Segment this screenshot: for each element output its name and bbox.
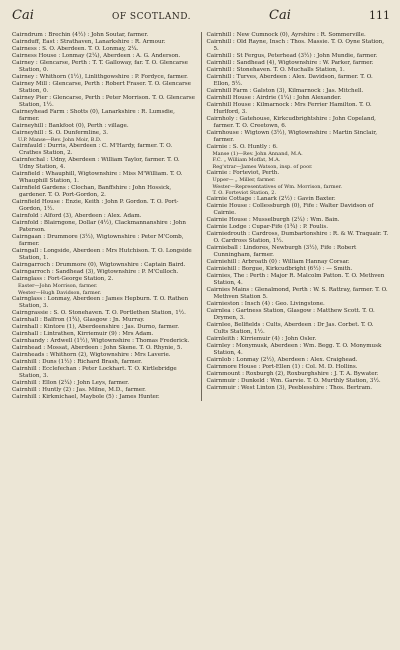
directory-entry: Cairnie : Forteviot, Perth. [206, 170, 280, 177]
directory-entry: Cairness : S. O. Aberdeen. T. O. Lonmay, 2¼. [12, 46, 139, 52]
directory-entry: Cairney : Whithorn (1½), Linlithgowshire : P. Fordyce, farmer. [12, 74, 188, 80]
directory-entry: Cairnholy : Gatehouse, Kirkcudbrightshire : John Copeland, farmer. T. O. Creetown, 6. [206, 116, 376, 129]
directory-subentry: Wester—Hugh Davidson, farmer. [18, 289, 102, 296]
directory-entry: Cairnhill : New Cumnock (0), Ayrshire : R. Sommerville. [206, 32, 366, 38]
directory-entry: Cairnie House : Collessburgh (0), Fife : Walter Davidson of Cairnie. [206, 203, 374, 217]
page-header [12, 8, 390, 26]
directory-entry: Cairnfold : Alford (3), Aberdeen : Alex. Adam. [12, 213, 142, 220]
directory-entry: Cairnfield House : Enzie, Keith : John P. Gordon. T. O. Port-Gordon, 1½. [12, 199, 179, 213]
directory-entry: Cairnfield : Whauphill, Wigtownshire : Miss M'William. T. O. Whauphill Station, 1. [12, 171, 183, 185]
directory-entry: Cairniehill : Borgue, Kirkcudbright (6½) : — Smith. [206, 266, 353, 273]
directory-entry: Cairniehill : Arbroath (0) : William Hannay Corsar. [206, 259, 350, 266]
directory-entry: Cairney Pier : Glencarse, Perth : Peter Morrison. T. O. Glencarse Station, 1½. [12, 95, 195, 108]
directory-entry: Cairnmuir : West Linton (3), Peeblesshire : Thos. Bertram. [206, 385, 373, 392]
directory-entry: Cairnhead : Mossat, Aberdeen : John Skene. T. O. Rhynie, 5. [12, 345, 183, 352]
header-right-guide-word: Cai [269, 8, 291, 23]
directory-entry: Cairnie Cottage : Lanark (2½) : Gavin Baxter. [206, 196, 336, 203]
directory-entry: Cairnhill : Turves, Aberdeen : Alex. Davidson, farmer. T. O. Ellon, 5½. [206, 74, 373, 87]
directory-entry: Cairnies, The : Perth : Major R. Malcolm Patton. T. O. Methven Station, 4. [206, 273, 385, 287]
header-left-guide-word: Cai [12, 8, 34, 23]
directory-entry: Cairney Mill : Glencarse, Perth : Robert Fraser. T. O. Glencarse Station, 0. [12, 81, 191, 94]
directory-entry: Cairnfold : Blairngone, Dollar (4½), Clackmannanshire : John Paterson. [12, 220, 186, 234]
directory-entry: Cairnie : S. O. Huntly : 6. [206, 144, 278, 150]
directory-entry: Cairnglass : Fort-George Station, 2. [12, 276, 114, 283]
directory-entry: Cairnhill : St Fergus, Peterhead (3½) : John Mundie, farmer. [206, 53, 378, 59]
directory-entry: Cairnfield Gardens : Clochan, Banffshire : John Hossick, gardener. T. O. Port-Gordon, 2. [12, 185, 172, 199]
directory-entry: Cairnmuir : Dunkeld : Wm. Garvie. T. O. Murthly Station, 3½. [206, 378, 381, 385]
directory-entry: Cairnlob : Lonmay (2½), Aberdeen : Alex. Craighead. [206, 357, 358, 364]
directory-subentry: F.C. „ William Moffat, M.A. [212, 157, 281, 164]
directory-entry: Cairnlea : Gartness Station, Glasgow : Matthew Scott. T. O. Drymen, 3. [206, 308, 375, 322]
directory-entry: Cairnlee, Bellfields : Cults, Aberdeen : Dr Jas. Corbet. T. O. Cults Station, 1½. [206, 322, 374, 336]
directory-entry: Cairnhill : Ellon (2¼) : John Leys, farmer. [12, 380, 130, 387]
directory-entry: Cairnhill : Old Rayne, Insch : Thos. Massie. T. O. Oyne Station, 5. [206, 39, 384, 52]
directory-entry: Cairnglass : Lonmay, Aberdeen : James Hepburn. T. O. Rathen Station, 3. [12, 296, 189, 310]
directory-subentry: Wester—Representatives of Wm. Morrison, farmer. [212, 183, 343, 190]
directory-entry: Cairneyhill : S. O. Dunfermline, 3. [12, 130, 108, 136]
directory-entry: Cairnhill : Huntly (2) : Jas. Milne, M.D., farmer. [12, 387, 146, 394]
directory-entry: Cairndrum : Brechin (4½) : John Soutar, farmer. [12, 32, 149, 38]
directory-entry: Cairnhill House : Kilmarnock : Mrs Ferrier Hamilton. T. O. Hurlford, 3. [206, 102, 372, 115]
directory-entry: Cairnley : Monymusk, Aberdeen : Wm. Begg. T. O. Monymusk Station, 4. [206, 343, 382, 357]
directory-entry: Cairnhall : Kintore (1), Aberdeenshire : Jas. Durno, farmer. [12, 324, 179, 331]
directory-subentry: Upper— „ Miller, farmer. [212, 177, 276, 184]
directory-entry: Cairnheads : Whithorn (2), Wigtownshire : Mrs Laverie. [12, 352, 171, 359]
directory-entry: Cairngarroch : Sandhead (3), Wigtownshire : P. M'Culloch. [12, 269, 179, 276]
directory-subentry: T. O. Forteviot Station, 2. [212, 190, 277, 197]
directory-entry: Cairnhill : Duns (1½) : Richard Brash, farmer. [12, 359, 142, 366]
directory-entry: Cairnduff, East : Strathaven, Lanarkshire : R. Armour. [12, 39, 166, 45]
directory-entry: Cairnieston : Insch (4) : Geo. Livingstone. [206, 301, 325, 308]
directory-entry: Cairniedrouth : Cardross, Dumbartonshire : R. & W. Traquair. T. O. Cardross Station, 1½. [206, 231, 389, 245]
directory-entry: Cairngarroch : Drummore (0), Wigtownshire : Captain Baird. [12, 262, 186, 269]
directory-entry: Cairnhandy : Ardwell (1½), Wigtownshire : Thomas Frederick. [12, 338, 190, 345]
directory-entry: Cairnhouse : Wigtown (3½), Wigtownshire : Martin Sinclair, farmer. [206, 130, 378, 143]
directory-entry: Cairnmount : Roxburgh (2), Roxburghshire : J. T. A. Bywater. [206, 371, 379, 378]
right-column [201, 32, 391, 401]
directory-entry: Cairngaan : Drummore (3½), Wigtownshire : Peter M'Comb, farmer. [12, 234, 184, 248]
directory-entry: Cairnhill Farm : Galston (3), Kilmarnock : Jas. Mitchell. [206, 88, 364, 94]
directory-subentry: Manse (1)—Rev. John Annand, M.A. [212, 151, 303, 157]
directory-entry: Cairnies Mains : Glenalmond, Perth : W. S. Rattray, farmer. T. O. Methven Station 5. [206, 287, 388, 301]
directory-entry: Cairneyhill : Bankfoot (0), Perth : village. [12, 123, 129, 129]
directory-entry: Cairnhill : Ecclefechan : Peter Lockhart. T. O. Kirtlebridge Station, 3. [12, 366, 177, 380]
directory-subentry: Reg'strar—James Watson, insp. of poor. [212, 163, 313, 170]
directory-entry: Cairnhill : Sandhead (4), Wigtownshire : W. Parker, farmer. [206, 60, 374, 66]
directory-entry: Cairnhall : Lintrathen, Kirriemuir (9) : Mrs Adam. [12, 331, 154, 338]
left-column [12, 32, 201, 401]
directory-entry: Cairnfechal : Udny, Aberdeen : William Taylor, farmer. T. O. Udny Station, 4. [12, 157, 180, 171]
directory-entry: Cairngall : Longside, Aberdeen : Mrs Hutchison. T. O. Longside Station, 1. [12, 248, 192, 262]
directory-entry: Cairnhill : Stonehaven. T. O. Muchalls Station, 1. [206, 67, 345, 73]
directory-entry: Cairnhill : Kirkmichael, Maybole (5) : James Hunter. [12, 394, 160, 401]
page-number: 111 [368, 9, 390, 22]
header-title: OF SCOTLAND. [111, 12, 191, 22]
directory-entry: Cairnieball : Lindores, Newburgh (3½), Fife : Robert Cunningham, farmer. [206, 245, 357, 259]
directory-entry: Cairney : Glencarse, Perth : T. T. Galloway, far. T. O. Glencarse Station, 0. [12, 60, 188, 73]
directory-entry: Cairnhall : Balfron (1¾), Glasgow : Jn. Murray. [12, 317, 145, 324]
directory-entry: Cairnfauld : Durris, Aberdeen : C. M'Hardy, farmer. T. O. Crathes Station, 2. [12, 143, 173, 157]
directory-entry: Cairnmore House : Port-Ellen (1) : Col. M. D. Hollins. [206, 364, 358, 371]
directory-subentry: Easter—John Morrison, farmer. [18, 283, 98, 290]
directory-entry: Cairngrassie : S. O. Stonehaven. T. O. Portlethen Station, 1½. [12, 310, 186, 317]
directory-entry: Cairnleith : Kirriemuir (4) : John Osler. [206, 336, 317, 343]
directory-subentry: U.P. Manse—Rev. John Moir, B.D. [18, 137, 102, 143]
directory-entry: Cairnie House : Musselburgh (2¼) : Wm. Bain. [206, 217, 340, 224]
directory-entry: Cairnhill House : Airdrie (1¼) : John Alexander. [206, 95, 342, 101]
directory-entry: Cairnie Lodge : Cupar-Fife (1¾) : P. Foulis. [206, 224, 328, 231]
directory-entry: Cairness House : Lonmay (2¼), Aberdeen : A. G. Anderson. [12, 53, 181, 59]
entries-columns [12, 32, 390, 401]
directory-entry: Cairneyhead Farm : Shotts (0), Lanarkshire : R. Lumsdie, farmer. [12, 109, 175, 122]
